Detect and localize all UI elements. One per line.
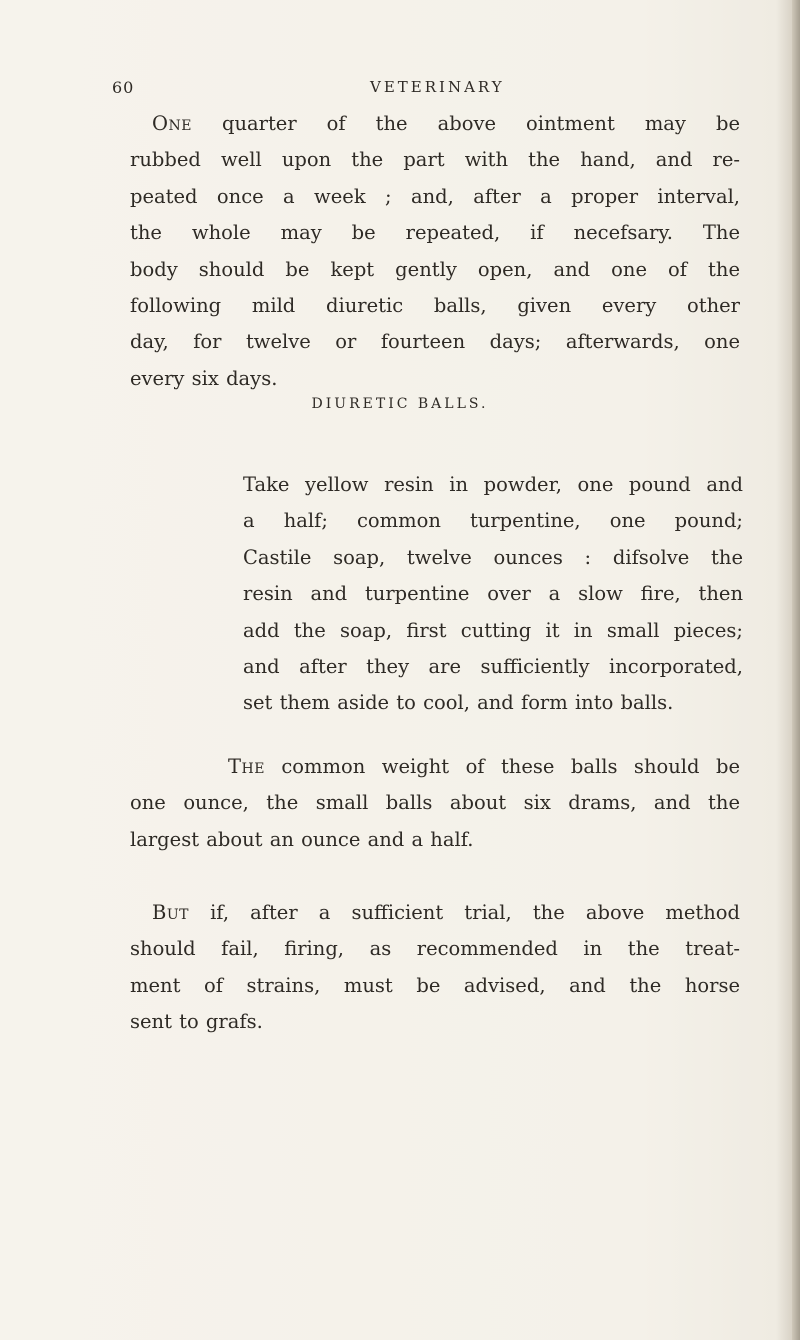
text-line: and after they are sufficiently incorporated, [243,655,743,679]
text-line: set them aside to cool, and form into balls. [243,691,674,715]
text-line: Take yellow resin in powder, one pound and [243,473,743,496]
text-line: One quarter of the above ointment may be [152,112,740,135]
paragraph-recipe [243,467,743,722]
text-line: resin and turpentine over a slow fire, then [243,582,743,606]
text-line: a half; common turpentine, one pound; [243,509,743,533]
text-line: The common weight of these balls should be [228,755,740,778]
lead-word: But [152,901,189,924]
paragraph-weight [130,749,740,858]
text-line: the whole may be repeated, if necefsary. The [130,221,740,245]
page-edge [792,0,800,1340]
text-line: following mild diuretic balls, given every other [130,294,740,318]
text-line: body should be kept gently open, and one of the [130,257,740,281]
paragraph-firing [130,895,740,1041]
text-line: day, for twelve or fourteen days; afterwards, one [130,330,740,354]
running-title: VETERINARY [370,78,505,96]
lead-word: The [228,755,265,778]
text-line: largest about an ounce and a half. [130,827,474,851]
text-line: ment of strains, must be advised, and the horse [130,973,740,997]
running-head [0,78,800,100]
paragraph-ointment [130,106,740,397]
text-line: But if, after a sufficient trial, the above method [152,901,740,924]
lead-word: One [152,112,192,135]
text-line: rubbed well upon the part with the hand, and re- [130,148,740,172]
section-heading: DIURETIC BALLS. [311,396,489,412]
text-line: peated once a week ; and, after a proper interval, [130,184,740,208]
text-line: sent to grafs. [130,1010,263,1034]
text-line: Castile soap, twelve ounces : difsolve the [243,545,743,569]
page-number: 60 [112,78,135,97]
text-line: should fail, firing, as recommended in the treat- [130,937,740,961]
text-line: every six days. [130,366,278,390]
text-line: one ounce, the small balls about six drams, and the [130,791,740,815]
text-line: add the soap, first cutting it in small pieces; [243,618,743,642]
